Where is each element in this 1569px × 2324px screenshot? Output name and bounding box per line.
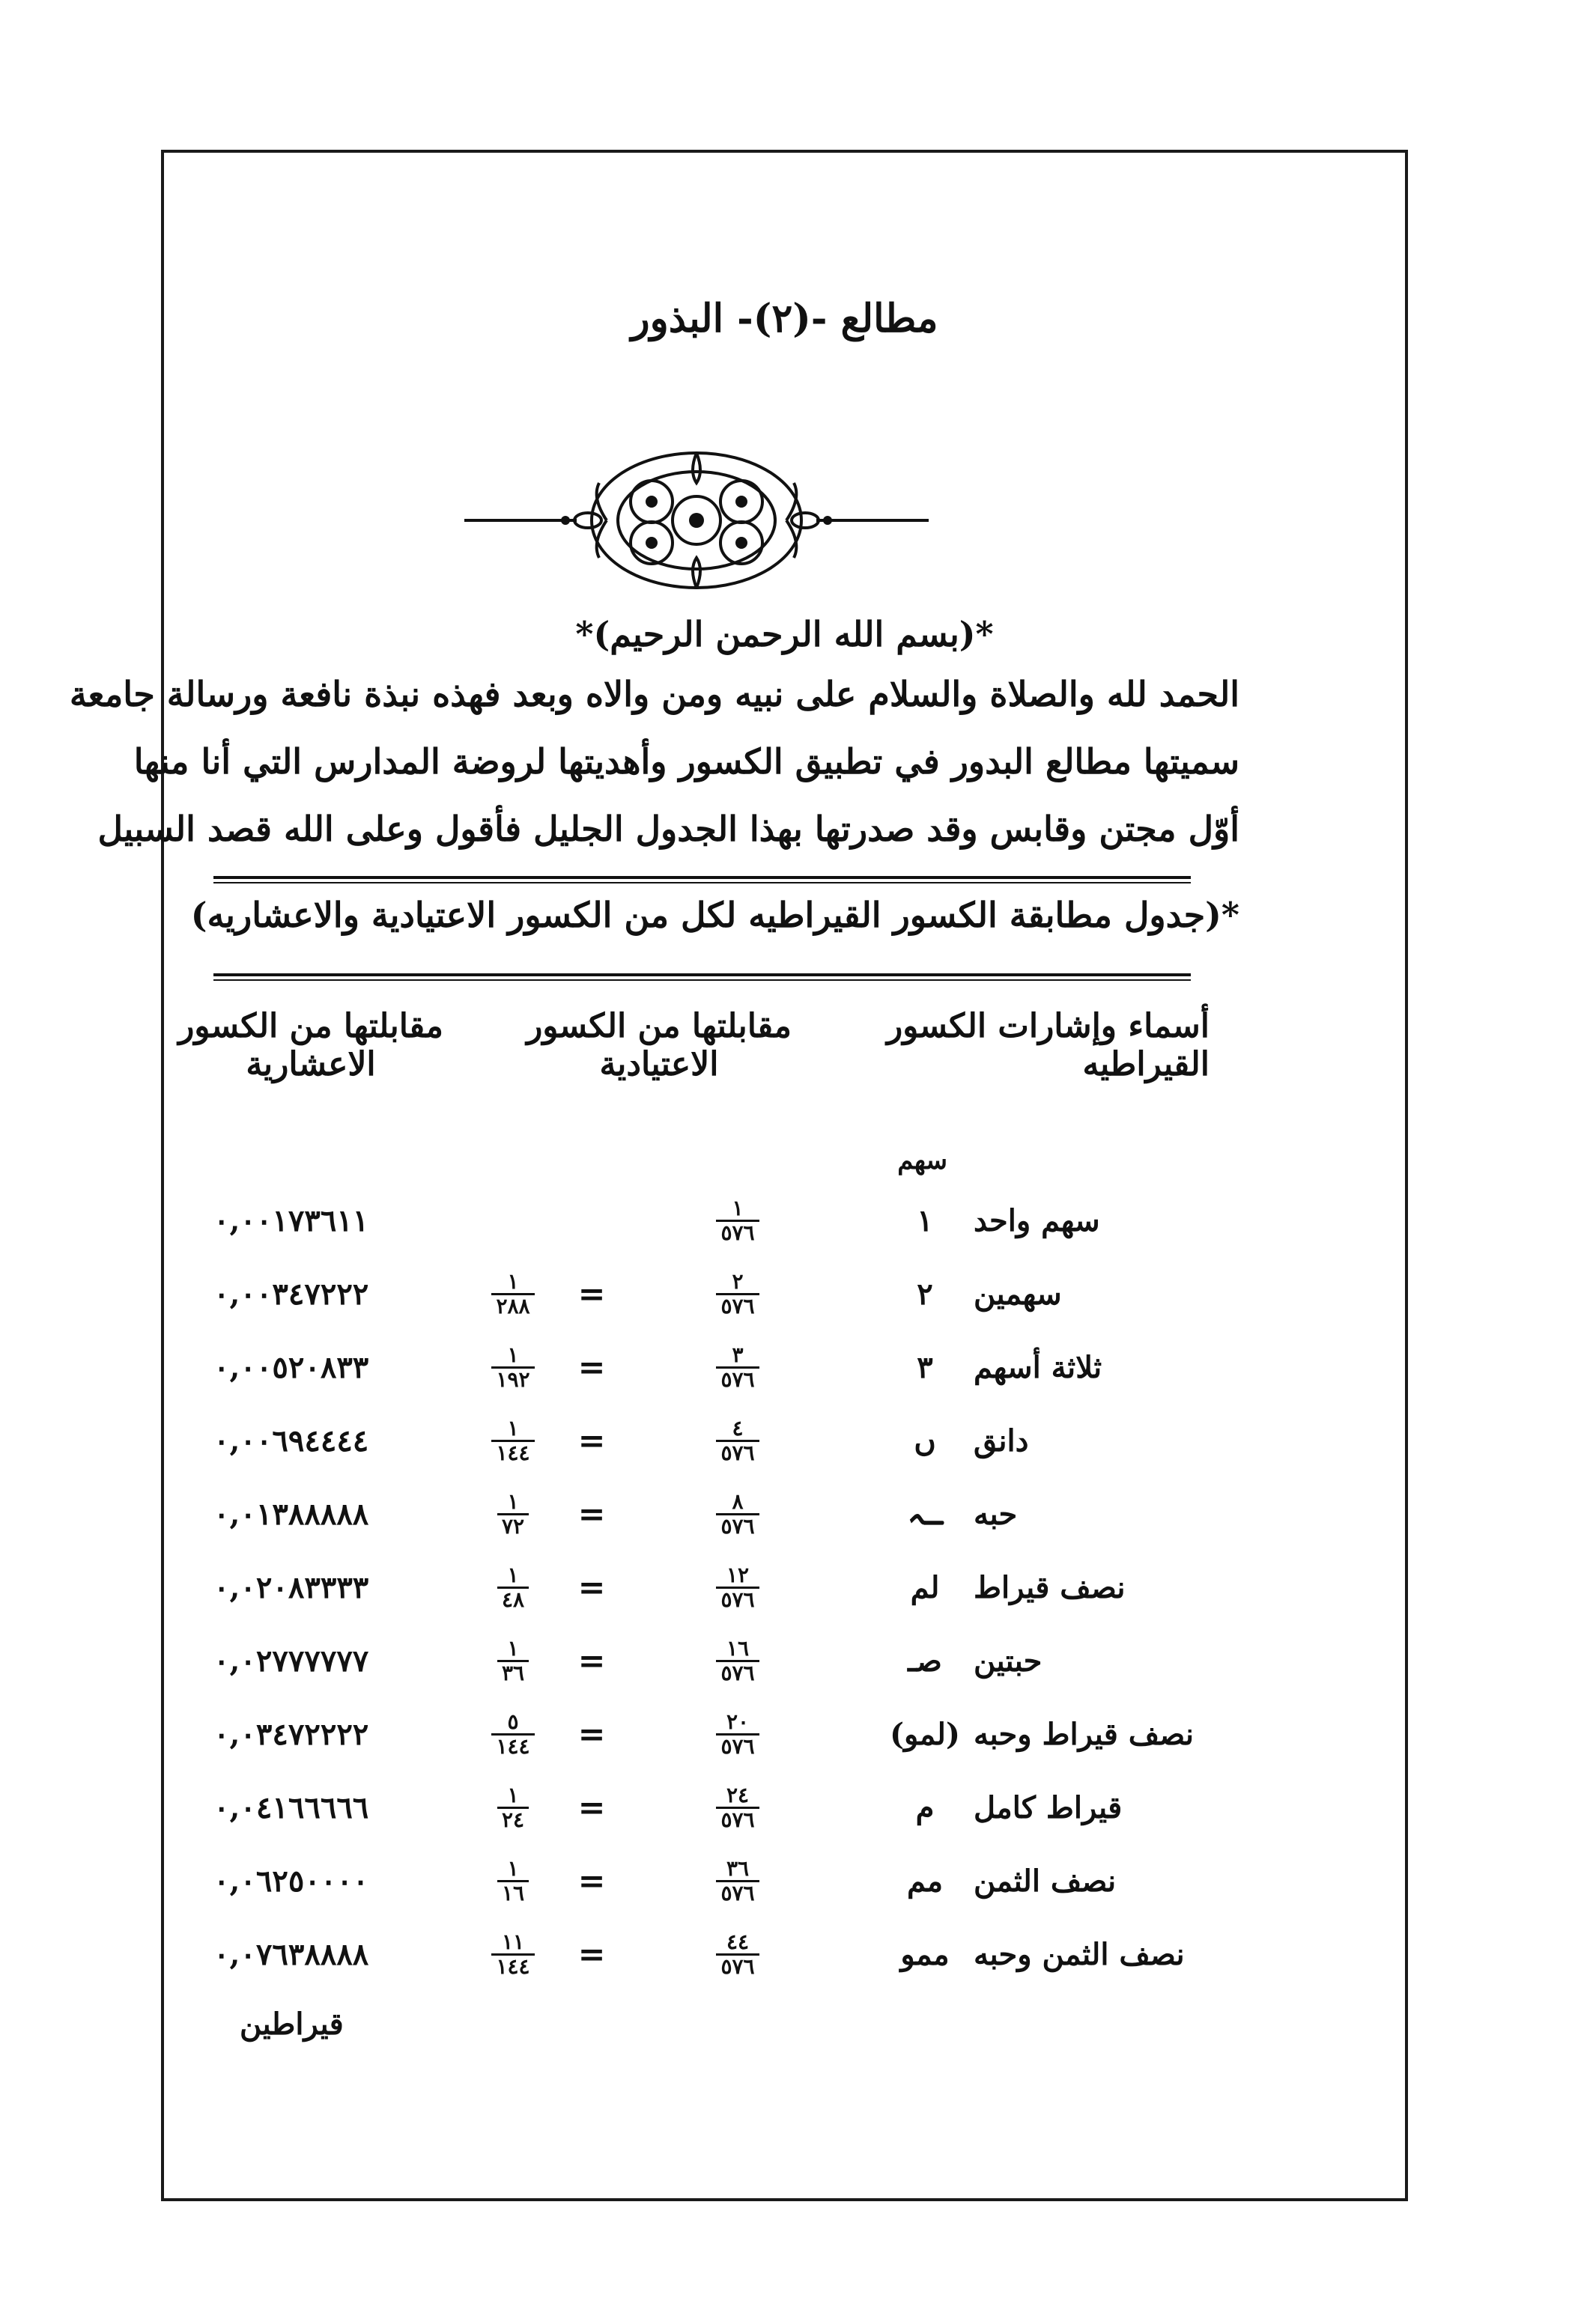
common-fraction [464, 1627, 562, 1694]
fraction-numerator: ١ [507, 1783, 519, 1808]
equals-sign: = [577, 1641, 606, 1680]
fraction-numerator: ١ [507, 1416, 519, 1441]
fraction-denominator: ٢٨٨ [491, 1293, 534, 1317]
fraction-numerator: ١ [507, 1342, 519, 1368]
fraction-numerator: ٥ [507, 1709, 519, 1735]
fraction-denominator: ٥٧٦ [716, 1587, 759, 1610]
fraction-numerator: ١ [507, 1636, 519, 1661]
fraction-denominator: ٣٦ [497, 1660, 529, 1684]
kirat-name: قيراط كامل [974, 1789, 1123, 1825]
fraction-numerator: ١٢ [726, 1563, 750, 1588]
fraction-denominator: ٥٧٦ [716, 1440, 759, 1464]
fraction-denominator: ٥٧٦ [716, 1220, 759, 1244]
fraction-denominator: ٥٧٦ [716, 1513, 759, 1537]
common-fraction [464, 1554, 562, 1621]
common-fraction [464, 1480, 562, 1548]
decimal-value: ٠,٠٤١٦٦٦٦٦ [213, 1789, 369, 1825]
kirat-symbol: م [915, 1789, 935, 1825]
kirat-symbol: ں [914, 1423, 936, 1458]
kirat-fraction [682, 1700, 794, 1768]
equals-sign: = [577, 1935, 606, 1974]
common-fraction [464, 1260, 562, 1327]
equals-sign: = [577, 1274, 606, 1313]
kirat-name: سهمين [974, 1276, 1062, 1312]
decimal-value: ٠,٠٣٤٧٢٢٢٢ [213, 1716, 369, 1752]
kirat-name: ثلاثة أسهم [974, 1349, 1102, 1385]
fraction-numerator: ١ [507, 1856, 519, 1882]
column-header-decimal: مقابلتها من الكسور الاعشارية [178, 1007, 443, 1083]
intro-line-1: الحمد لله والصلاة والسلام على نبيه ومن والاه وبعد فهذه نبذة نافعة ورسالة جامعة [69, 674, 1239, 714]
decimal-value: ٠,٠٧٦٣٨٨٨٨ [213, 1936, 369, 1972]
decimal-value: ٠,٠٦٢٥٠٠٠٠ [213, 1863, 369, 1899]
fraction-denominator: ٤٨ [497, 1587, 529, 1610]
fraction-numerator: ١ [507, 1269, 519, 1295]
decimal-value: ٠,٠٢٧٧٧٧٧٧ [213, 1643, 369, 1679]
kirat-fraction [682, 1554, 794, 1621]
equals-sign: = [577, 1494, 606, 1533]
table-row [213, 1774, 1191, 1841]
fraction-denominator: ١٦ [497, 1880, 529, 1904]
common-fraction [464, 1333, 562, 1401]
table-row [213, 1480, 1191, 1548]
kirat-symbol: ٣ [917, 1349, 933, 1385]
fraction-numerator: ٢٤ [726, 1783, 750, 1808]
kirat-name: نصف الثمن وحبه [974, 1936, 1185, 1972]
kirat-fraction [682, 1333, 794, 1401]
fraction-numerator: ٣٦ [726, 1856, 750, 1882]
table-row [213, 1187, 1191, 1254]
common-fraction [464, 1700, 562, 1768]
fraction-numerator: ١٦ [726, 1636, 750, 1661]
table-row [213, 1627, 1191, 1694]
kirat-name: نصف قيراط وحبه [974, 1716, 1195, 1752]
fraction-denominator: ٥٧٦ [716, 1293, 759, 1317]
table-row [213, 1554, 1191, 1621]
fraction-denominator: ٥٧٦ [716, 1366, 759, 1390]
equals-sign: = [577, 1421, 606, 1460]
ornament-icon [464, 442, 929, 599]
fraction-numerator: ٢٠ [726, 1709, 750, 1735]
page-title: مطالع -(٢)- البذور [631, 296, 938, 341]
common-fraction [464, 1920, 562, 1988]
kirat-fraction [682, 1774, 794, 1841]
fraction-numerator: ١ [507, 1489, 519, 1515]
column-header-names: أسماء وإشارات الكسور القيراطيه [886, 1007, 1210, 1083]
equals-sign: = [577, 1348, 606, 1387]
intro-line-2: سميتها مطالع البدور في تطبيق الكسور وأهديتها لروضة المدارس التي أنا منها [133, 741, 1239, 782]
fraction-denominator: ٥٧٦ [716, 1733, 759, 1757]
kirat-symbol: لم [910, 1569, 940, 1605]
decimal-value: ٠,٠٢٠٨٣٣٣٣ [213, 1569, 369, 1605]
fraction-denominator: ٧٢ [497, 1513, 529, 1537]
common-fraction [464, 1847, 562, 1914]
equals-sign: = [577, 1568, 606, 1607]
fraction-denominator: ٥٧٦ [716, 1807, 759, 1831]
fraction-denominator: ٥٧٦ [716, 1953, 759, 1977]
common-fraction [464, 1407, 562, 1474]
divider [213, 876, 1191, 879]
fraction-denominator: ١٩٢ [491, 1366, 534, 1390]
kirat-symbol: ممو [900, 1936, 950, 1972]
fraction-numerator: ٤ [732, 1416, 744, 1441]
kirat-name: حبه [974, 1496, 1018, 1532]
kirat-name: دانق [974, 1423, 1029, 1458]
kirat-symbol: صـ [908, 1643, 942, 1679]
kirat-name: حبتين [974, 1643, 1043, 1679]
fraction-numerator: ١ [507, 1563, 519, 1588]
table-row [213, 1700, 1195, 1768]
kirat-symbol: (لمو) [890, 1716, 960, 1752]
basmala: *(بسم الله الرحمن الرحيم)* [575, 614, 994, 654]
intro-line-3: أوّل مجتن وقابس وقد صدرتها بهذا الجدول الجليل فأقول وعلى الله قصد السبيل [97, 809, 1239, 849]
fraction-numerator: ٨ [732, 1489, 744, 1515]
table-row [213, 1847, 1191, 1914]
decimal-value: ٠,٠٠٣٤٧٢٢٢ [213, 1276, 369, 1312]
fraction-numerator: ٤٤ [726, 1929, 750, 1955]
equals-sign: = [577, 1715, 606, 1753]
kirat-fraction [682, 1480, 794, 1548]
fraction-numerator: ٢ [732, 1269, 744, 1295]
kirat-name: نصف قيراط [974, 1569, 1126, 1605]
decimal-value: ٠,٠٠٦٩٤٤٤٤ [213, 1423, 369, 1458]
divider [213, 979, 1191, 981]
kirat-fraction [682, 1260, 794, 1327]
kirat-name: سهم واحد [974, 1202, 1100, 1238]
divider [213, 882, 1191, 883]
fraction-denominator: ٥٧٦ [716, 1880, 759, 1904]
table-row [213, 1333, 1191, 1401]
table-row [213, 1407, 1191, 1474]
divider [213, 973, 1191, 976]
equals-sign: = [577, 1861, 606, 1900]
kirat-symbol: ٢ [917, 1276, 933, 1312]
fraction-denominator: ١٤٤ [491, 1733, 534, 1757]
decimal-value: ٠,٠٠٥٢٠٨٣٣ [213, 1349, 369, 1385]
decimal-value: ٠,٠٠١٧٣٦١١ [213, 1202, 369, 1238]
fraction-numerator: ٣ [732, 1342, 744, 1368]
kirat-fraction [682, 1187, 794, 1254]
kirat-fraction [682, 1627, 794, 1694]
kirat-fraction [682, 1847, 794, 1914]
fraction-numerator: ١ [732, 1196, 744, 1221]
decimal-value: ٠,٠١٣٨٨٨٨٨ [213, 1496, 369, 1532]
table-row [213, 1920, 1191, 1988]
fraction-denominator: ١٤٤ [491, 1440, 534, 1464]
kirat-fraction [682, 1407, 794, 1474]
fraction-denominator: ٥٧٦ [716, 1660, 759, 1684]
kirat-fraction [682, 1920, 794, 1988]
kirat-name: نصف الثمن [974, 1863, 1117, 1899]
fraction-denominator: ٢٤ [497, 1807, 529, 1831]
common-fraction [464, 1774, 562, 1841]
kirat-symbol: ١ [917, 1202, 933, 1238]
column-header-common: مقابلتها من الكسور الاعتيادية [526, 1007, 792, 1083]
table-row [213, 1260, 1191, 1327]
kirat-symbol: ـہ [907, 1496, 943, 1532]
footer-word: قيراطين [240, 2007, 344, 2042]
symbol-header: سهم [897, 1146, 947, 1175]
kirat-symbol: مم [906, 1863, 944, 1899]
equals-sign: = [577, 1788, 606, 1827]
fraction-denominator: ١٤٤ [491, 1953, 534, 1977]
table-title: *(جدول مطابقة الكسور القيراطيه لكل من الكسور الاعتيادية والاعشاريه) [190, 895, 1239, 935]
fraction-numerator: ١١ [501, 1929, 525, 1955]
